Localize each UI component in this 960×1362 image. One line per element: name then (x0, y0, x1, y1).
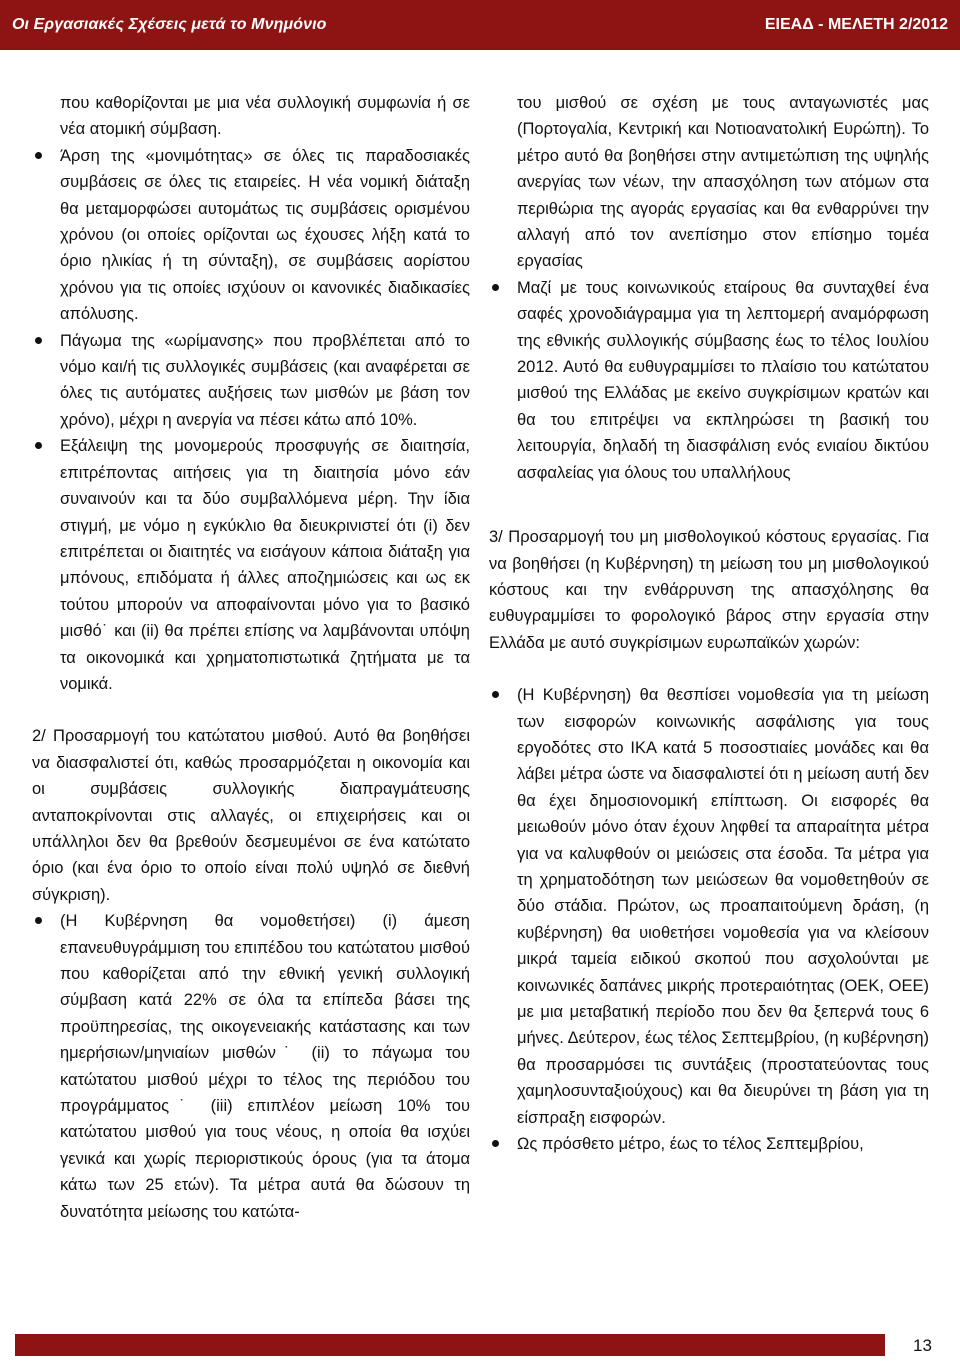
left-column (32, 90, 470, 1225)
list-item-text: Ως πρόσθετο μέτρο, έως το τέλος Σεπτεμβρίου, (517, 1135, 864, 1154)
bullet-icon (35, 337, 42, 344)
section-3-paragraph: 3/ Προσαρμογή του μη μισθολογικού κόστους εργασίας. Για να βοηθήσει (η Κυβέρνηση) τη μείωση του μη μισθολογικού κόστους και την ενθάρρυνση της απασχόλησης θα ευθυγραμμίσει το φορολογικό βάρος στην εργασία στην Ελλάδα με αυτό συγκρίσιμων ευρωπαϊκών χωρών: (489, 528, 929, 652)
list-item-text: Εξάλειψη της μονομερούς προσφυγής σε διαιτησία, επιτρέποντας αιτήσεις για τη διαιτησία μόνο εάν συναινούν και τα δύο συμβαλλόμενα μέρη. Την ίδια στιγμή, με νόμο η εγκύκλιο θα διευκρινιστεί ότι (i) δεν επιτρέπεται οι διαιτητές να εισάγουν κάποια διάταξη για μπόνους, επιδόματα ή άλλες αποζημιώσεις και ως εκ τούτου μπορούν να αποφαίνονται μόνο για το βασικό μισθό˙ και (ii) θα πρέπει επίσης να λαμβάνονται υπόψη τα οικονομικά και χρηματοπιστωτικά ζητήματα με τα νομικά. (60, 437, 470, 693)
list-item (489, 682, 929, 1131)
section-3-bullet-list (489, 682, 929, 1157)
bullet-icon (492, 691, 499, 698)
list-item (489, 275, 929, 486)
list-item-text: (Η Κυβέρνηση θα νομοθετήσει) (i) άμεση επανευθυγράμμιση του επιπέδου του κατώτατου μισθού που καθορίζεται από την εθνική γενική συλλογική σύμβαση κατά 22% σε όλα τα επίπεδα βάσει της προϋπηρεσίας, της οικογενειακής κατάστασης και των ημερήσιων/μηνιαίων μισθών˙ (ii) το πάγωμα του κατώτατου μισθού μέχρι το τέλος της περιόδου του προγράμματος˙ (iii) επιπλέον μείωση 10% του κατώτατου μισθού για τους νέους, η οποία θα ισχύει γενικά και χωρίς περιοριστικούς όρους (για τα άτομα κάτω των 25 ετών). Τα μέτρα αυτά θα δώσουν τη δυνατότητα μείωσης του κατώτα- (60, 912, 470, 1221)
bullet-icon (492, 1140, 499, 1147)
page-footer (0, 1329, 960, 1362)
bullet-icon (35, 152, 42, 159)
list-item-text: (Η Κυβέρνηση) θα θεσπίσει νομοθεσία για τη μείωση των εισφορών κοινωνικής ασφάλισης για τους εργοδότες στο ΙΚΑ κατά 5 ποσοστιαίες μονάδες και θα λάβει μέτρα ώστε να διασφαλιστεί ότι η μείωση αυτή δεν θα έχει δημοσιονομική επίπτωση. Οι εισφορές θα μειωθούν μόνο όταν έχουν ληφθεί τα απαραίτητα μέτρα για να καλυφθούν οι μειώσεις στα έσοδα. Τα μέτρα για τη χρηματοδότηση των μειώσεων θα νομοθετηθούν σε δύο στάδια. Πρώτον, ως προαπαιτούμενη δράση, (η κυβέρνηση) θα υιοθετήσει νομοθεσία για να κλείσουν μικρά ταμεία ειδικού σκοπού που ασχολούνται με κοινωνικές δαπάνες μικρής προτεραιότητας (ΟΕΚ, ΟΕΕ) με μια μεταβατική περίοδο που δεν θα ξεπερνά τους 6 μήνες. Δεύτερον, έως τέλος Σεπτεμβρίου, (η κυβέρνηση) θα προσαρμόσει τις συντάξεις (προστατεύοντας τους χαμηλοσυνταξιούχους) και θα διευρύνει τη βάση για τη είσπραξη εισφορών. (517, 686, 929, 1127)
bullet-icon (35, 917, 42, 924)
list-item (32, 143, 470, 328)
footer-bar (15, 1334, 885, 1356)
list-item (32, 433, 470, 697)
section-2-paragraph: 2/ Προσαρμογή του κατώτατου μισθού. Αυτό θα βοηθήσει να διασφαλιστεί ότι, καθώς προσαρμόζεται η οικονομία και οι συμβάσεις συλλογικής διαπραγμάτευσης ανταποκρίνονται στις αλλαγές, οι επιχειρήσεις και οι υπάλληλοι δεν θα βρεθούν δεσμευμένοι σε ένα κατώτατο όριο (και ένα όριο το οποίο είναι πολύ υψηλό σε διεθνή σύγκριση). (32, 727, 470, 904)
section-2-bullet-list (32, 908, 470, 1225)
right-column (489, 90, 929, 1157)
list-item (32, 908, 470, 1225)
bullet-icon (35, 442, 42, 449)
header-title: Οι Εργασιακές Σχέσεις μετά το Μνημόνιο (12, 16, 327, 33)
page-header (0, 0, 960, 50)
header-study-label: ΕΙΕΑΔ - ΜΕΛΕΤΗ 2/2012 (764, 16, 948, 33)
list-item-text: Άρση της «μονιμότητας» σε όλες τις παραδοσιακές συμβάσεις σε όλες τις εταιρείες. Η νέα νομική διάταξη θα μεταμορφώσει αυτομάτως τις συμβάσεις ορισμένου χρόνου (οι οποίες ορίζονται ως έχουσες λήξη κατά το όριο ηλικίας ή τη σύνταξη), σε συμβάσεις αορίστου χρόνου για τις οποίες ισχύουν οι κανονικές διαδικασίες απόλυσης. (60, 146, 470, 324)
list-item-text: Μαζί με τους κοινωνικούς εταίρους θα συνταχθεί ένα σαφές χρονοδιάγραμμα για τη λεπτομερή αναμόρφωση της εθνικής συλλογικής σύμβασης έως το τέλος Ιουλίου 2012. Αυτό θα ευθυγραμμίσει το πλαίσιο του κατώτατου μισθού της Ελλάδας με εκείνο συγκρίσιμων κρατών και θα του επιτρέψει να εκπληρώσει τη βασική του λειτουργία, δηλαδή τη διασφάλιση ενός ενιαίου δικτύου ασφαλείας για όλους του υπαλλήλους (517, 278, 929, 482)
left-bullet-list (32, 143, 470, 698)
page-number: 13 (913, 1335, 932, 1355)
right-bullet-list (489, 275, 929, 486)
bullet-icon (492, 284, 499, 291)
left-intro-paragraph: που καθορίζονται με μια νέα συλλογική συμφωνία ή σε νέα ατομική σύμβαση. (60, 94, 470, 139)
list-item (489, 1131, 929, 1157)
right-continuation-paragraph: του μισθού σε σχέση με τους ανταγωνιστές μας (Πορτογαλία, Κεντρική και Νοτιοανατολική Ευρώπη). Το μέτρο αυτό θα βοηθήσει στην αντιμετώπιση της υψηλής ανεργίας των νέων, την απασχόληση των ατόμων στα περιθώρια της αγοράς εργασίας και θα ενθαρρύνει την αλλαγή από τον ανεπίσημο στον επίσημο τομέα εργασίας (517, 94, 929, 271)
list-item (32, 328, 470, 434)
list-item-text: Πάγωμα της «ωρίμανσης» που προβλέπεται από το νόμο και/ή τις συλλογικές συμβάσεις (και αναφέρεται σε όλες τις αυτόματες αυξήσεις των μισθών με βάση τον χρόνο), μέχρι η ανεργία να πέσει κάτω από 10%. (60, 331, 470, 429)
